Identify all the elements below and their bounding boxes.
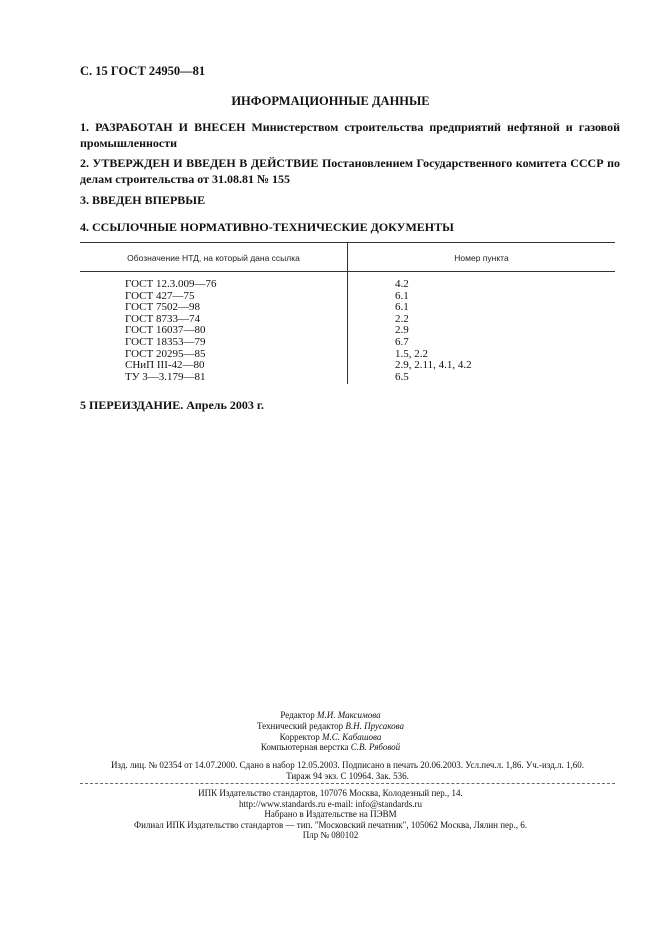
page-header: С. 15 ГОСТ 24950—81 <box>80 64 206 78</box>
table-row-item: 2.9, 2.11, 4.1, 4.2 <box>395 359 472 372</box>
table-row-doc: ГОСТ 12.3.009—76 <box>125 278 217 290</box>
table-header-rule <box>80 271 615 272</box>
item-text: ВВЕДЕН ВПЕРВЫЕ <box>92 193 206 207</box>
imprint-line: ИПК Издательство стандартов, 107076 Москва, Колодезный пер., 14. <box>198 788 463 798</box>
publication-info <box>80 760 615 782</box>
table-row-doc: ТУ 3—3.179—81 <box>125 370 206 383</box>
table-row-doc: ГОСТ 16037—80 <box>125 324 206 337</box>
table-row-item: 6.5 <box>395 370 409 383</box>
section-title: ИНФОРМАЦИОННЫЕ ДАННЫЕ <box>231 94 430 108</box>
item-text: УТВЕРЖДЕН И ВВЕДЕН В ДЕЙСТВИЕ Постановлением Государственного комитета СССР по делам строительства от 31.08.81 № 155 <box>80 156 621 186</box>
table-header-item: Номер пункта <box>454 253 509 263</box>
table-row-doc: СНиП III-42—80 <box>125 359 205 372</box>
table-row-item: 1.5, 2.2 <box>395 347 428 360</box>
table-row-item: 2.9 <box>395 324 409 337</box>
table-row-item: 2.2 <box>395 312 409 325</box>
item-text: ССЫЛОЧНЫЕ НОРМАТИВНО-ТЕХНИЧЕСКИЕ ДОКУМЕНТЫ <box>92 220 454 234</box>
item-number: 2. <box>80 156 89 170</box>
credit-tech-editor: Технический редактор В.Н. Прусакова <box>256 720 405 731</box>
table-row-doc: ГОСТ 427—75 <box>125 289 195 302</box>
table-column-divider <box>347 242 348 384</box>
info-item-4 <box>80 219 620 235</box>
item-number: 3. <box>80 193 89 207</box>
table-row-doc: ГОСТ 20295—85 <box>125 347 206 360</box>
credit-proofreader: Корректор М.С. Кабашова <box>279 731 382 742</box>
info-item-3 <box>80 192 620 208</box>
imprint-line: Плр № 080102 <box>302 830 359 841</box>
table-row-doc: ГОСТ 18353—79 <box>125 335 206 348</box>
table-row-item: 6.1 <box>395 289 409 302</box>
credit-layout: Компьютерная верстка С.В. Рябовой <box>260 742 401 753</box>
info-item-1 <box>80 119 620 151</box>
imprint-line: http://www.standards.ru e-mail: info@standards.ru <box>239 798 422 809</box>
publication-line: Изд. лиц. № 02354 от 14.07.2000. Сдано в набор 12.05.2003. Подписано в печать 20.06.2003. Усл.печ.л. 1,86. Уч.-изд.л. 1,60. <box>110 760 585 770</box>
publication-line: Тираж 94 экз. С 10964. Зак. 536. <box>286 771 409 781</box>
credits-block <box>0 710 661 753</box>
credit-editor: Редактор М.И. Максимова <box>280 710 381 720</box>
table-row-doc: ГОСТ 8733—74 <box>125 312 200 325</box>
table-row-item: 4.2 <box>395 278 409 290</box>
dashed-divider <box>80 783 615 784</box>
imprint-line: Филиал ИПК Издательство стандартов — тип. "Московский печатник", 105062 Москва, Лялин пер., 6. <box>133 819 528 830</box>
info-item-2 <box>80 155 620 187</box>
item-number: 4. <box>80 220 89 234</box>
imprint-block <box>0 788 661 841</box>
table-row-item: 6.1 <box>395 301 409 314</box>
item-text: РАЗРАБОТАН И ВНЕСЕН Министерством строительства предприятий нефтяной и газовой промышленности <box>80 120 620 150</box>
item-number: 1. <box>80 120 89 134</box>
table-row-item: 6.7 <box>395 335 409 348</box>
table-header-doc: Обозначение НТД, на который дана ссылка <box>127 253 300 263</box>
table-row-doc: ГОСТ 7502—98 <box>125 301 200 314</box>
info-item-5: 5 ПЕРЕИЗДАНИЕ. Апрель 2003 г. <box>80 398 264 412</box>
table-doc-column <box>125 279 216 383</box>
table-item-column <box>395 279 472 383</box>
imprint-line: Набрано в Издательстве на ПЭВМ <box>264 809 397 820</box>
